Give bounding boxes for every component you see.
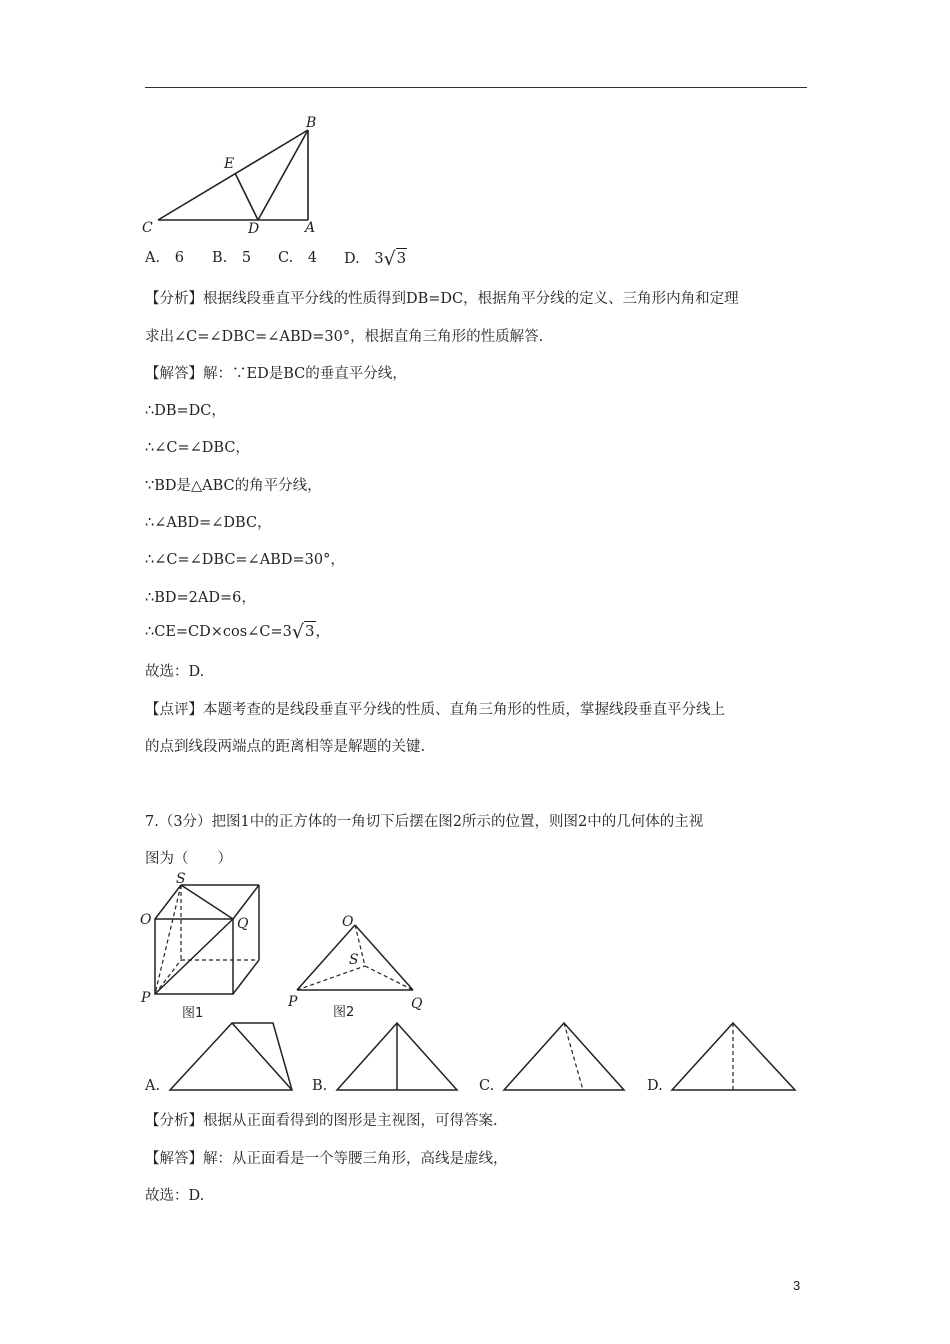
q6-step-4: ∴∠ABD=∠DBC， (145, 515, 272, 531)
segment-cb (158, 130, 308, 220)
fig2-label-p: P (288, 994, 298, 1010)
q6-step-1: ∴DB=DC， (145, 403, 226, 419)
sqrt-symbol: √3 (291, 621, 315, 643)
fig1-caption: 图1 (182, 1006, 204, 1021)
q6-analysis-line1: 【分析】根据线段垂直平分线的性质得到DB=DC，根据角平分线的定义、三角形内角和定理 (145, 291, 739, 307)
label-c: C (142, 220, 153, 235)
q7-option-d-figure (667, 1018, 802, 1093)
choice-a-value: 6 (174, 250, 184, 266)
q6-step-7-prefix: ∴CE=CD×cos∠C=3 (145, 624, 292, 640)
choice-b-value: 5 (241, 250, 252, 266)
segment-ed (235, 173, 258, 220)
segment-bd (258, 130, 308, 220)
page-number: 3 (793, 1278, 801, 1293)
q7-solution: 【解答】解：从正面看是一个等腰三角形，高线是虚线， (145, 1151, 508, 1167)
q7-question-line1: 7.（3分）把图1中的正方体的一角切下后摆在图2所示的位置，则图2中的几何体的主视 (145, 814, 704, 830)
sqrt-symbol: √3 (383, 248, 407, 270)
q7-option-c-figure (499, 1018, 629, 1093)
q7-option-a-label: A. (145, 1078, 161, 1094)
choice-c-letter: C. (278, 250, 294, 266)
choice-d-radicand: 3 (396, 249, 407, 267)
fig2-label-q: Q (411, 996, 423, 1012)
choice-a (145, 250, 184, 266)
fig2-label-s: S (349, 952, 359, 968)
choice-c (278, 250, 317, 266)
label-e: E (224, 156, 235, 172)
choice-a-letter: A. (145, 250, 161, 266)
fig1-label-o: O (140, 912, 152, 928)
q7-answer: 故选：D. (145, 1188, 205, 1204)
label-a: A (305, 220, 316, 235)
q7-option-a-figure (165, 1018, 300, 1093)
choice-d-prefix: 3 (374, 251, 384, 267)
cube-figure (138, 872, 273, 1022)
fig1-label-s: S (176, 872, 186, 887)
q6-step-7 (145, 619, 330, 641)
q6-solution-intro: 【解答】解：∵ED是BC的垂直平分线， (145, 366, 407, 382)
q6-analysis-line2: 求出∠C=∠DBC=∠ABD=30°，根据直角三角形的性质解答. (145, 329, 544, 345)
fig2-caption: 图2 (333, 1005, 355, 1020)
q6-step-6: ∴BD=2AD=6， (145, 590, 256, 606)
choice-b (212, 250, 251, 266)
q6-step-7-suffix: ， (315, 624, 330, 640)
label-b: B (306, 115, 317, 131)
choice-d-letter: D. (344, 251, 360, 267)
q7-option-d-label: D. (647, 1078, 663, 1094)
choice-c-value: 4 (307, 250, 318, 266)
q6-step-5: ∴∠C=∠DBC=∠ABD=30°， (145, 552, 345, 568)
q7-question-line2: 图为（ ） (145, 851, 232, 867)
q6-step-2: ∴∠C=∠DBC， (145, 440, 250, 456)
fig2-label-o: O (342, 914, 354, 930)
q7-option-c-label: C. (479, 1078, 495, 1094)
choice-d (344, 246, 407, 268)
choice-b-letter: B. (212, 250, 228, 266)
q7-option-b-label: B. (312, 1078, 328, 1094)
q7-analysis: 【分析】根据从正面看得到的图形是主视图，可得答案. (145, 1113, 498, 1129)
q6-comment-line2: 的点到线段两端点的距离相等是解题的关键. (145, 739, 426, 755)
q6-comment-line1: 【点评】本题考查的是线段垂直平分线的性质、直角三角形的性质，掌握线段垂直平分线上 (145, 702, 725, 718)
q6-step-3: ∵BD是△ABC的角平分线， (145, 478, 322, 494)
q6-answer: 故选：D. (145, 664, 205, 680)
q7-option-b-figure (332, 1018, 462, 1093)
fig1-label-p: P (141, 990, 151, 1006)
tetra-figure (285, 908, 430, 1023)
header-rule (145, 87, 807, 88)
q6-step-7-radicand: 3 (304, 622, 315, 640)
fig1-label-q: Q (237, 916, 249, 932)
label-d: D (248, 221, 260, 235)
triangle-figure (140, 110, 330, 235)
